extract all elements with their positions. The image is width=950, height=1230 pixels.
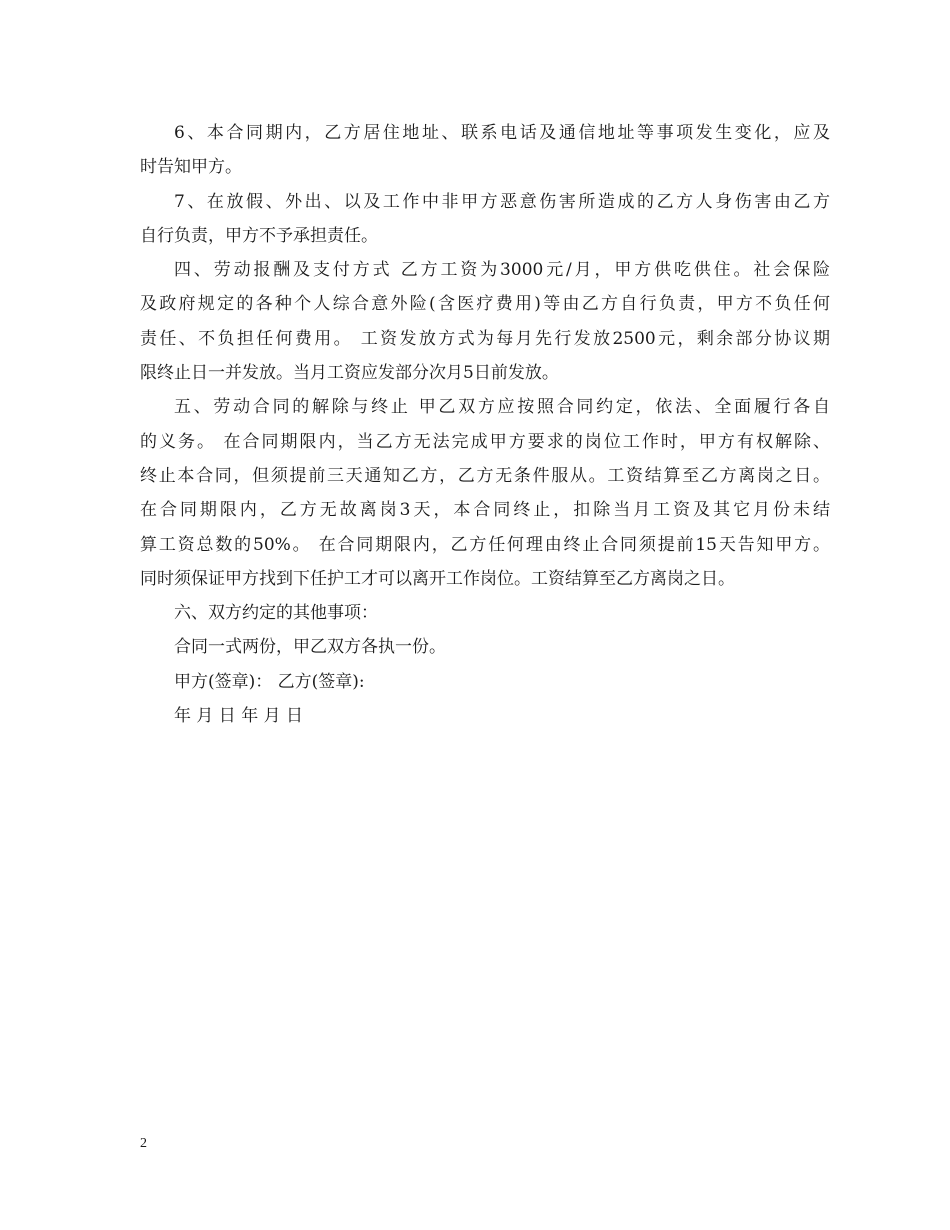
section-5-line-2: 的义务。 在合同期限内，当乙方无法完成甲方要求的岗位工作时，甲方有权解除、 <box>140 431 830 452</box>
section-5-line-5: 算工资总数的50%。 在合同期限内，乙方任何理由终止合同须提前15天告知甲方。 <box>140 534 830 555</box>
clause-7-line-2: 自行负责，甲方不予承担责任。 <box>140 225 378 246</box>
section-6-heading: 六、双方约定的其他事项： <box>174 603 378 624</box>
section-5-line-3: 终止本合同，但须提前三天通知乙方，乙方无条件服从。工资结算至乙方离岗之日。 <box>140 465 830 486</box>
section-5-line-1: 五、劳动合同的解除与终止 甲乙双方应按照合同约定，依法、全面履行各自 <box>174 397 830 418</box>
copies-clause: 合同一式两份，甲乙双方各执一份。 <box>174 637 446 658</box>
signature-line: 甲方(签章)： 乙方(签章): <box>174 671 365 692</box>
section-4-line-4: 限终止日一并发放。当月工资应发部分次月5日前发放。 <box>140 363 559 384</box>
section-5-line-6: 同时须保证甲方找到下任护工才可以离开工作岗位。工资结算至乙方离岗之日。 <box>140 568 735 589</box>
clause-7-line-1: 7、在放假、外出、以及工作中非甲方恶意伤害所造成的乙方人身伤害由乙方 <box>174 191 830 212</box>
date-line: 年 月 日 年 月 日 <box>174 706 304 727</box>
section-4-line-2: 及政府规定的各种个人综合意外险(含医疗费用)等由乙方自行负责，甲方不负任何 <box>140 294 830 315</box>
document-body <box>140 116 830 733</box>
section-4-line-1: 四、劳动报酬及支付方式 乙方工资为3000元/月，甲方供吃供住。社会保险 <box>174 260 830 281</box>
clause-6-line-1: 6、本合同期内，乙方居住地址、联系电话及通信地址等事项发生变化，应及 <box>174 123 830 143</box>
clause-6-line-2: 时告知甲方。 <box>140 157 242 178</box>
section-5-line-4: 在合同期限内，乙方无故离岗3天，本合同终止，扣除当月工资及其它月份未结 <box>140 500 830 521</box>
page-number: 2 <box>140 1136 147 1151</box>
section-4-line-3: 责任、不负担任何费用。 工资发放方式为每月先行发放2500元，剩余部分协议期 <box>140 328 830 349</box>
